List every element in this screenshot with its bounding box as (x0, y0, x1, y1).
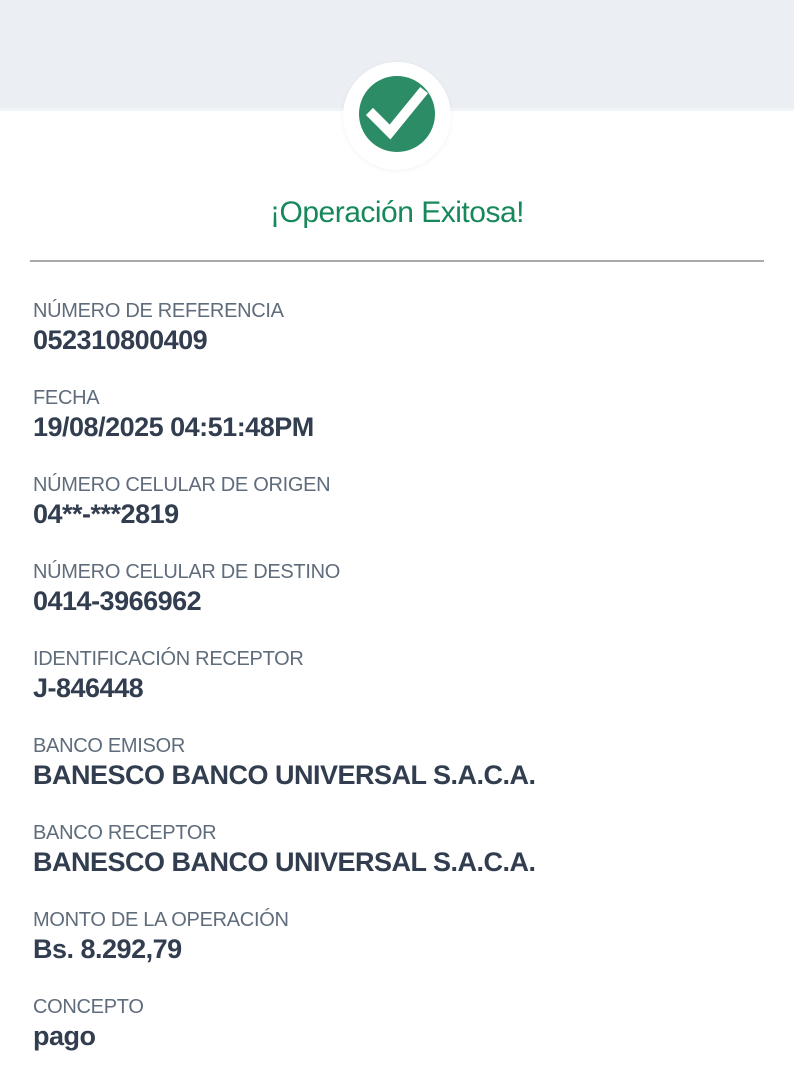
field-label: NÚMERO CELULAR DE DESTINO (33, 561, 340, 583)
receipt-field (33, 385, 764, 442)
receipt-fields (33, 298, 764, 1080)
field-label: NÚMERO DE REFERENCIA (33, 300, 284, 322)
field-value: pago (33, 1021, 96, 1051)
field-value: 0414-3966962 (33, 586, 202, 616)
field-label: MONTO DE LA OPERACIÓN (33, 909, 289, 931)
receipt-field (33, 733, 764, 790)
receipt-field (33, 994, 764, 1051)
field-label: CONCEPTO (33, 996, 144, 1018)
field-value: Bs. 8.292,79 (33, 934, 182, 964)
field-label: BANCO RECEPTOR (33, 822, 217, 844)
success-badge (359, 76, 435, 152)
status-title: ¡Operación Exitosa! (270, 196, 524, 229)
field-value: 19/08/2025 04:51:48PM (33, 412, 314, 442)
receipt-field (33, 472, 764, 529)
divider (30, 260, 764, 262)
field-label: BANCO EMISOR (33, 735, 185, 757)
field-label: FECHA (33, 387, 100, 409)
field-value: 052310800409 (33, 325, 208, 355)
receipt-field (33, 907, 764, 964)
receipt-field (33, 298, 764, 355)
field-value: BANESCO BANCO UNIVERSAL S.A.C.A. (33, 760, 536, 790)
field-value: J-846448 (33, 673, 144, 703)
receipt-field (33, 820, 764, 877)
receipt-field (33, 646, 764, 703)
field-value: 04**-***2819 (33, 499, 179, 529)
receipt-field (33, 559, 764, 616)
field-label: IDENTIFICACIÓN RECEPTOR (33, 648, 304, 670)
field-label: NÚMERO CELULAR DE ORIGEN (33, 474, 331, 496)
success-check-icon (359, 76, 435, 152)
field-value: BANESCO BANCO UNIVERSAL S.A.C.A. (33, 847, 536, 877)
